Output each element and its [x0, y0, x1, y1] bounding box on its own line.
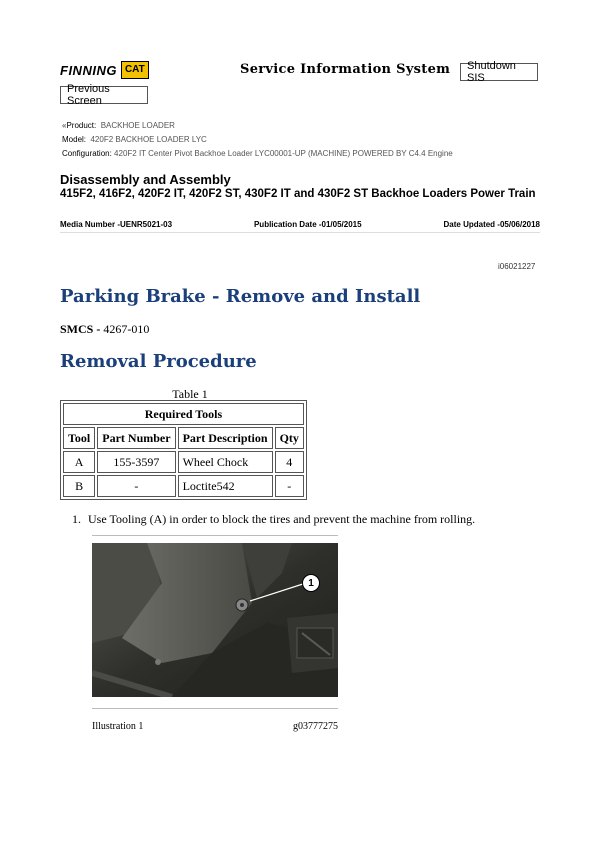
table-cell: - [275, 475, 304, 497]
table-cell: 4 [275, 451, 304, 473]
cat-badge: CAT [121, 61, 149, 79]
illustration-label: Illustration 1 [92, 721, 144, 732]
illustration-id: g03777275 [293, 721, 338, 732]
callout-marker: 1 [302, 574, 320, 592]
previous-screen-button[interactable]: Previous Screen [60, 86, 148, 104]
date-updated: Date Updated -05/06/2018 [443, 220, 540, 229]
collapse-arrows-icon[interactable]: « [62, 121, 67, 130]
model-line [62, 135, 207, 144]
configuration-value: 420F2 IT Center Pivot Backhoe Loader LYC00001-UP (MACHINE) POWERED BY C4.4 Engine [114, 149, 453, 158]
table-caption: Table 1 [172, 387, 208, 401]
column-header: Part Number [97, 427, 175, 449]
finning-wordmark: FINNING [60, 62, 117, 78]
document-subtitle: 415F2, 416F2, 420F2 IT, 420F2 ST, 430F2 IT and 430F2 ST Backhoe Loaders Power Train [60, 188, 536, 200]
publication-date: Publication Date -01/05/2015 [253, 220, 362, 229]
required-tools-table [60, 400, 307, 500]
product-label: Product: [66, 121, 97, 130]
table-cell: B [63, 475, 95, 497]
section-heading: Removal Procedure [60, 351, 257, 372]
model-label: Model: [62, 135, 87, 144]
table-cell: - [97, 475, 175, 497]
table-cell: Wheel Chock [178, 451, 273, 473]
table-row [63, 475, 304, 497]
product-line [62, 121, 175, 130]
document-title: Disassembly and Assembly [60, 172, 231, 187]
shutdown-sis-button[interactable]: Shutdown SIS [460, 63, 538, 81]
configuration-label: Configuration: [62, 149, 112, 158]
illustration-bottom-rule [92, 708, 338, 709]
model-value: 420F2 BACKHOE LOADER LYC [90, 135, 207, 144]
media-number: Media Number -UENR5021-03 [60, 220, 173, 229]
main-heading: Parking Brake - Remove and Install [60, 286, 421, 307]
table-title-row [63, 403, 304, 425]
column-header: Qty [275, 427, 304, 449]
step-number: 1. [72, 512, 81, 526]
photo-illustration [92, 543, 338, 697]
configuration-line [62, 149, 453, 158]
finning-cat-logo [60, 58, 158, 82]
parking-brake-photo [92, 543, 338, 697]
smcs-value: 4267-010 [103, 322, 150, 336]
table-cell: 155-3597 [97, 451, 175, 473]
product-value: BACKHOE LOADER [100, 121, 175, 130]
document-id: i06021227 [498, 262, 536, 271]
illustration-caption [92, 721, 338, 732]
smcs-line [60, 322, 149, 337]
table-title: Required Tools [63, 403, 304, 425]
media-info-line [60, 220, 540, 229]
table-cell: A [63, 451, 95, 473]
divider [60, 232, 540, 233]
table-cell: Loctite542 [178, 475, 273, 497]
table-header-row [63, 427, 304, 449]
step-text: Use Tooling (A) in order to block the tires and prevent the machine from rolling. [88, 512, 476, 526]
smcs-label: SMCS - [60, 322, 104, 336]
column-header: Part Description [178, 427, 273, 449]
illustration-top-rule [92, 535, 338, 536]
table-row [63, 451, 304, 473]
sis-title: Service Information System [240, 62, 451, 77]
step-1 [72, 512, 475, 527]
column-header: Tool [63, 427, 95, 449]
